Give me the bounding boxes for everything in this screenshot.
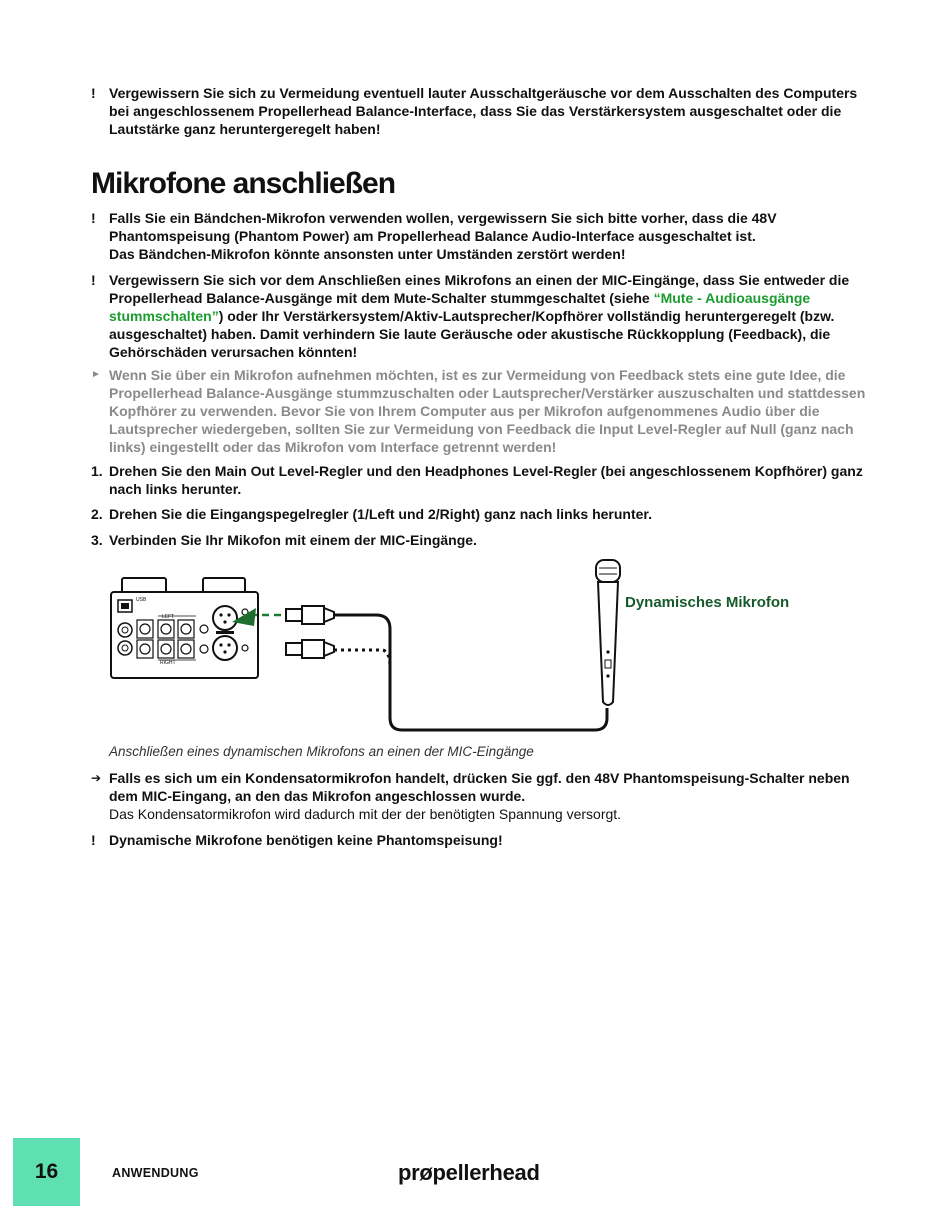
step-text: Verbinden Sie Ihr Mikofon mit einem der MIC-Eingänge. (109, 532, 477, 548)
warning-shutdown (91, 84, 866, 138)
usb-label: USB (136, 597, 147, 603)
xlr-plug-bottom (286, 640, 334, 658)
warning-text: Vergewissern Sie sich vor dem Anschließen eines Mikrofons an einen der MIC-Eingänge, dass Sie entweder die Propellerhead Balance-Ausgänge mit dem Mute-Schalter stummgeschaltet (siehe (109, 272, 850, 306)
tip-marker-icon: ► (91, 369, 101, 380)
page-number: 16 (34, 1160, 59, 1183)
right-label: RIGHT (160, 660, 176, 666)
step-3 (91, 531, 866, 549)
warning-text: Falls Sie ein Bändchen-Mikrofon verwenden wollen, vergewissern Sie sich bitte vorher, dass die 48V Phantomspeisung (Phantom Power) am Propellerhead Balance Audio-Interface ausgeschaltet ist. (109, 210, 777, 244)
interface-device (111, 578, 258, 678)
note-condenser (91, 769, 866, 823)
step-number: 2. (91, 506, 103, 522)
xlr-plug-top (286, 606, 334, 624)
warning-marker: ! (91, 272, 96, 288)
figure-caption: Anschließen eines dynamischen Mikrofons an einen der MIC-Eingänge (109, 744, 534, 759)
warning-text-cont: ) oder Ihr Verstärkersystem/Aktiv-Lautsprecher/Kopfhörer vollständig heruntergeregelt (bzw. ausgeschaltet) haben. Damit verhindern Sie laute Geräusche oder akustische Rückkopplung (Feedback), die Gehörschäden verursachen könnten! (109, 308, 835, 360)
mic-cable (334, 615, 607, 730)
step-2 (91, 505, 866, 523)
note-text: Falls es sich um ein Kondensatormikrofon handelt, drücken Sie ggf. den 48V Phantomspeisung-Schalter neben dem MIC-Eingang, an den das Mikrofon angeschlossen wurde. (109, 770, 850, 804)
footer-section-name: ANWENDUNG (112, 1166, 199, 1180)
warning-text-2: Das Bändchen-Mikrofon könnte ansonsten unter Umständen zerstört werden! (109, 246, 626, 262)
step-text: Drehen Sie den Main Out Level-Regler und den Headphones Level-Regler (bei angeschlossenem Kopfhörer) ganz nach links herunter. (109, 463, 863, 497)
note-text-normal: Das Kondensatormikrofon wird dadurch mit der der benötigten Spannung versorgt. (109, 806, 622, 822)
mute-section-link[interactable]: “Mute - Audioausgänge stummschalten” (109, 290, 811, 324)
step-1 (91, 462, 866, 498)
connection-diagram (108, 556, 828, 736)
warning-marker: ! (91, 210, 96, 226)
warning-ribbon-mic (91, 209, 866, 263)
left-label: LEFT (162, 614, 175, 620)
microphone-icon (596, 560, 620, 705)
warning-marker: ! (91, 85, 96, 101)
arrow-right-icon: ➔ (91, 771, 102, 785)
step-text: Drehen Sie die Eingangspegelregler (1/Left und 2/Right) ganz nach links herunter. (109, 506, 652, 522)
propellerhead-logo: prøpellerhead (398, 1160, 540, 1185)
warning-marker: ! (91, 832, 96, 848)
section-heading: Mikrofone anschließen (91, 167, 396, 200)
tip-feedback (91, 366, 866, 456)
microphone-label: Dynamisches Mikrofon (625, 594, 790, 611)
warning-text: Vergewissern Sie sich zu Vermeidung eventuell lauter Ausschaltgeräusche vor dem Ausschalten des Computers bei angeschlossenem Propellerhead Balance-Interface, dass Sie das Verstärkersystem ausgeschaltet oder die Lautstärke ganz heruntergeregelt haben! (109, 85, 858, 137)
warning-mute (91, 271, 866, 361)
diagram-svg (108, 556, 828, 736)
step-number: 1. (91, 463, 103, 479)
warning-text: Dynamische Mikrofone benötigen keine Phantomspeisung! (109, 832, 503, 848)
warning-dynamic (91, 831, 866, 849)
step-number: 3. (91, 532, 103, 548)
tip-text: Wenn Sie über ein Mikrofon aufnehmen möchten, ist es zur Vermeidung von Feedback stets eine gute Idee, die Propellerhead Balance-Ausgänge stummzuschalten oder Lautsprecher/Verstärker auszuschalten und stattdessen Kopfhörer zu verwenden. Bevor Sie von Ihrem Computer aus per Mikrofon aufgenommenes Audio über die Lautsprecher wiedergeben, sollten Sie zur Vermeidung von Feedback die Input Level-Regler auf Null (ganz nach links) eingestellt oder das Mikrofon vom Interface getrennt werden! (109, 367, 866, 455)
